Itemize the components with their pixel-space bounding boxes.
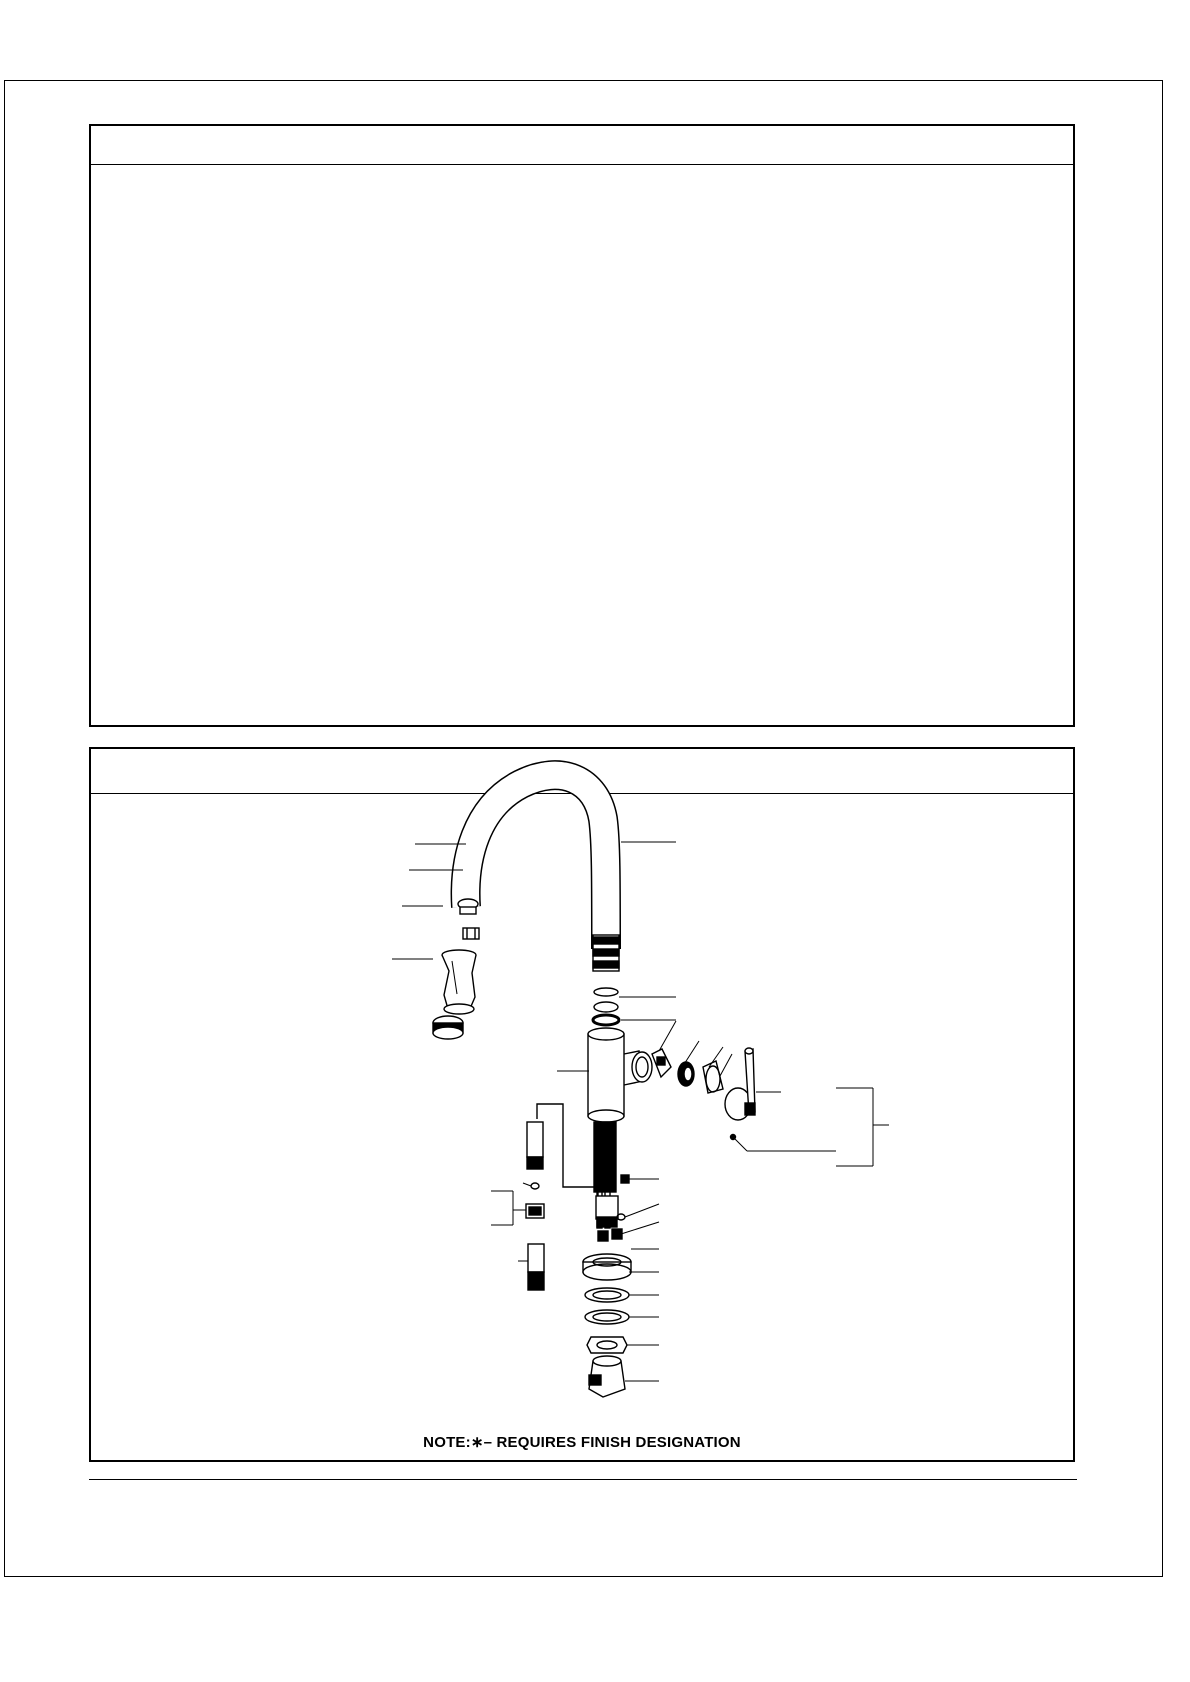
spout-o-ring-icon xyxy=(593,988,619,1025)
footer-rule xyxy=(89,1479,1077,1480)
gooseneck-spout-icon xyxy=(458,775,619,971)
callout-leader-lines xyxy=(392,842,889,1381)
lever-handle-icon xyxy=(725,1048,755,1140)
cartridge-icon xyxy=(652,1049,671,1077)
finish-designation-note: NOTE:∗– REQUIRES FINISH DESIGNATION xyxy=(423,1434,741,1451)
aerator-nut-icon xyxy=(463,928,479,939)
mounting-nut-icon xyxy=(587,1337,627,1353)
hose-routing-line xyxy=(537,1104,598,1219)
hose-connector-icon xyxy=(526,1122,544,1290)
top-panel xyxy=(89,124,1075,727)
faucet-exploded-diagram xyxy=(91,749,1077,1464)
mounting-bracket-icon xyxy=(589,1356,625,1397)
top-panel-body xyxy=(91,166,1073,725)
spray-face-icon xyxy=(433,1016,463,1039)
top-panel-header xyxy=(91,126,1073,165)
bonnet-nut-icon xyxy=(678,1062,694,1086)
escutcheon-cap-icon xyxy=(703,1061,723,1093)
mounting-base-icon xyxy=(583,1254,631,1280)
spray-head-icon xyxy=(442,950,476,1014)
exploded-parts-panel xyxy=(89,747,1075,1462)
faucet-body-icon xyxy=(588,1028,652,1122)
mounting-gasket-icon xyxy=(585,1288,629,1324)
